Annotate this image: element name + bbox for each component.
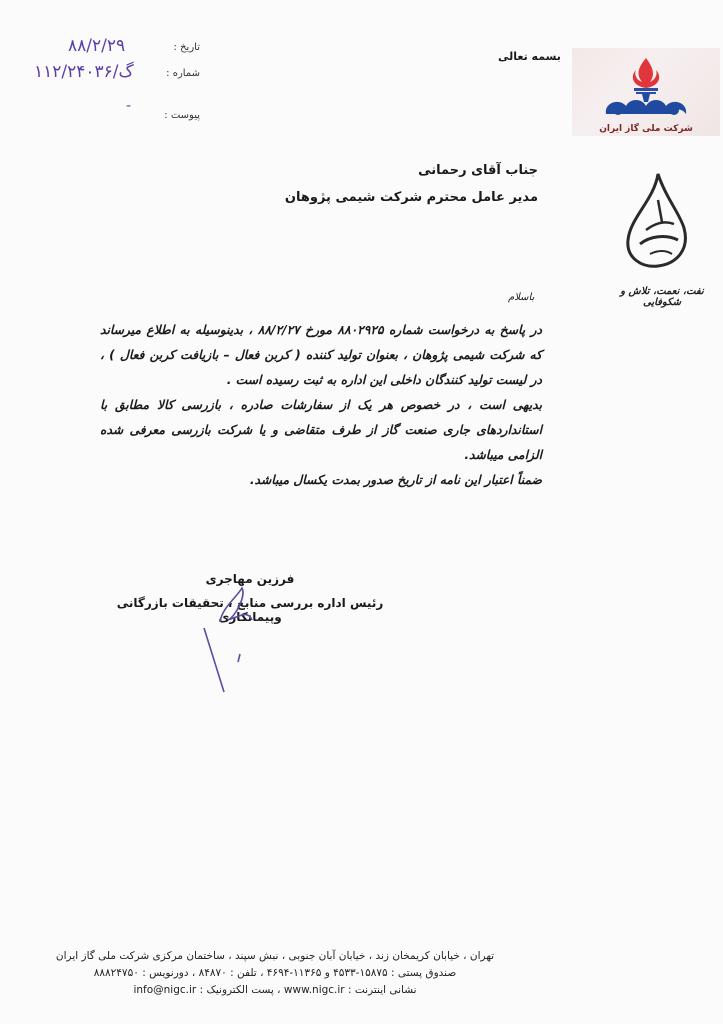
flame-torch-icon: [586, 52, 706, 120]
letter-meta: [34, 36, 200, 121]
date-value: ۸۸/۲/۲۹: [68, 36, 126, 56]
signatory-title: رئیس اداره بررسی منابع ، تحقیقات بازرگانی وپیمانکاری: [116, 596, 384, 624]
nigc-logo: [586, 52, 706, 136]
footer-address: تهران ، خیابان کریمخان زند ، خیابان آبان جنوبی ، نبش سپند ، ساختمان مرکزی شرکت ملی گاز ایران: [55, 950, 495, 962]
recipient-title: مدیر عامل محترم شرکت شیمی پژوهان: [284, 190, 538, 205]
calligraphy-drop-icon: [610, 170, 710, 270]
body-paragraph-3: ضمناً اعتبار این نامه از تاریخ صدور بمدت یکسال میباشد.: [249, 473, 542, 487]
letter-body: [100, 318, 542, 493]
signatory-name: فرزین مهاجری: [205, 572, 295, 586]
footer-web-row: [50, 982, 500, 999]
number-value: گ/۱۱۲/۲۴۰۳۶: [34, 62, 134, 82]
footer-email-label: ، پست الکترونیک :: [199, 984, 281, 996]
letter-footer: [50, 948, 500, 999]
footer-web-label: نشانی اینترنت :: [347, 984, 417, 996]
attachment-value: -: [126, 98, 133, 114]
motto-text: نفت، نعمت، تلاش و شکوفایی: [620, 286, 704, 308]
footer-contact: صندوق پستی : ۱۵۸۷۵-۴۵۳۳ و ۱۱۳۶۵-۴۶۹۴ ، تلفن : ۸۴۸۷۰ ، دورنویس : ۸۸۸۲۴۷۵۰: [93, 967, 457, 979]
greeting: باسلام: [508, 292, 535, 303]
recipient-name: جناب آقای رحمانی: [418, 163, 538, 178]
body-paragraph-1: در پاسخ به درخواست شماره ۸۸۰۲۹۲۵ مورخ ۸۸/۲/۲۷ ، بدینوسیله به اطلاع میرساند که شرکت شیمی پژوهان ، بعنوان تولید کننده ( کربن فعال – بازیافت کربن فعال ) ، در لیست تولید کنندگان داخلی این اداره به ثبت رسیده است .: [100, 323, 542, 387]
handwritten-signature-icon: [180, 580, 290, 700]
footer-email-link[interactable]: info@nigc.ir: [133, 984, 197, 996]
attachment-label: پیوست :: [164, 110, 200, 121]
footer-website-link[interactable]: www.nigc.ir: [283, 984, 345, 996]
body-paragraph-2: بدیهی است ، در خصوص هر یک از سفارشات صادره ، بازرسی کالا مطابق با استانداردهای جاری صنعت گاز از طرف متقاضی و یا شرکت بازرسی معرفی شده الزامی میباشد.: [100, 398, 542, 462]
number-label: شماره :: [166, 68, 200, 79]
date-label: تاریخ :: [173, 42, 200, 53]
logo-caption: شرکت ملی گاز ایران: [599, 124, 693, 134]
oil-drop-emblem: [610, 170, 710, 280]
bismillah-heading: بسمه تعالی: [498, 50, 561, 63]
